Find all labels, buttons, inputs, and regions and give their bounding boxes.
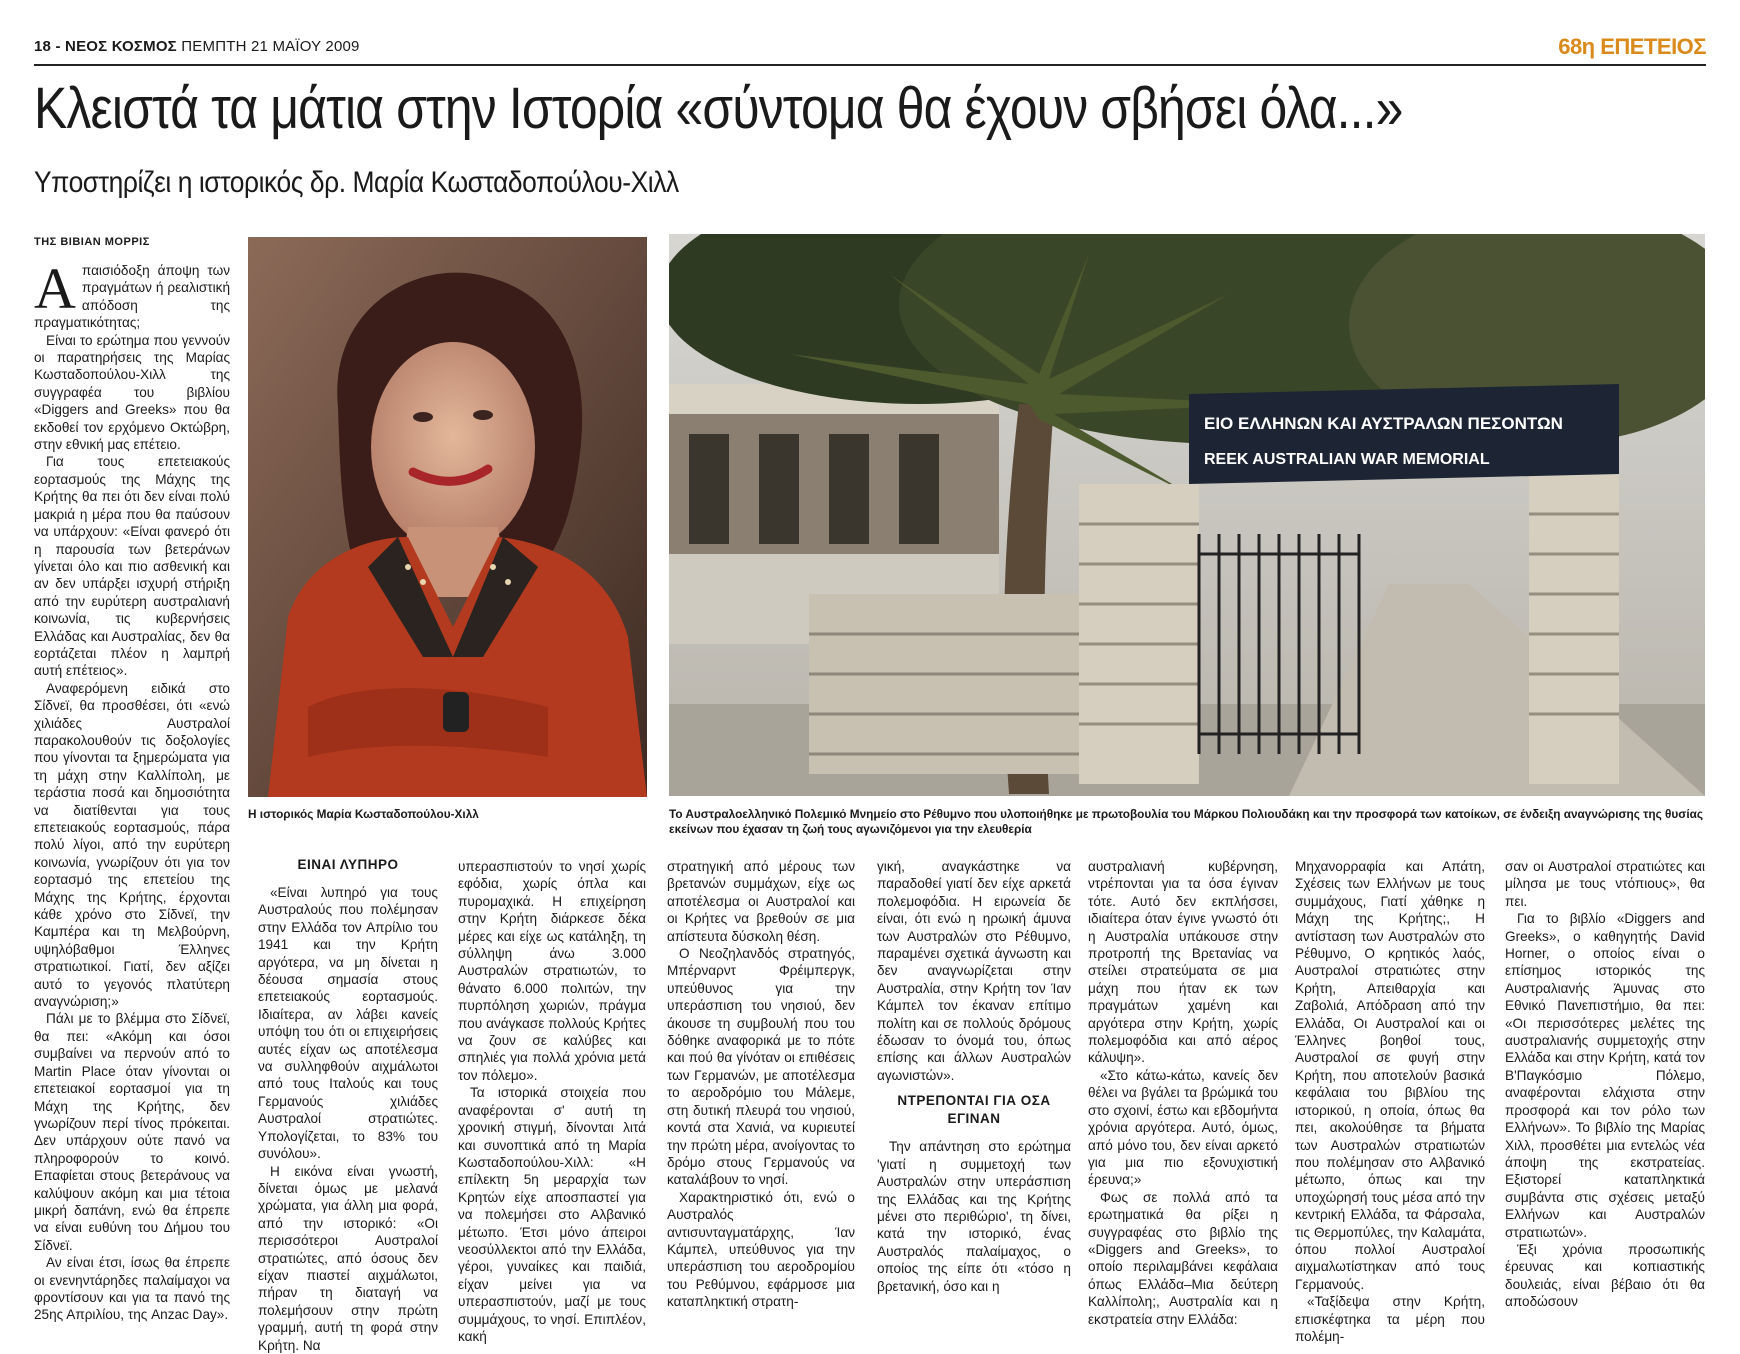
col2-para-1: «Είναι λυπηρό για τους Αυστραλούς που πολέμησαν στην Ελλάδα τον Απρίλιο του 1941 και την Κρήτη αργότερα, να μη δίνεται η δέουσα σημασία στους επετειακούς εορτασμούς. Ιδιαίτερα, αν λάβει κανείς υπόψη του ότι οι επιχειρήσεις αυτές είχαν ως αποτέλεσμα να συλληφθούν αιχμάλωτοι από τους Ιταλούς και τους Γερμανούς χιλιάδες Αυστραλοί στρατιώτες. Υπολογίζεται, το 83% του συνόλου». (258, 885, 438, 1162)
page-header (34, 34, 1706, 64)
col5-para-1: γική, αναγκάστηκε να παραδοθεί γιατί δεν είχε αρκετά πολεμοφόδια. Η ειρωνεία δε είναι, ότι ενώ η ηρωική άμυνα των Αυστραλών στο Ρέθυμνο, παραμένει σχετικά άγνωστη και δεν αναγνωρίζεται στην Αυστραλία, στην Κρήτη τον Ίαν Κάμπελ τον έκαναν επίτιμο πολίτη και σε πολλούς δρόμους έδωσαν το όνομά του, όπως επίσης και άλλων Αυστραλών αγωνιστών». (877, 859, 1071, 1083)
col6-para-1: αυστραλιανή κυβέρνηση, ντρέπονται για τα όσα έγιναν τότε. Αυτό δεν εκπλήσσει, ιδιαίτερα όταν έγινε γνωστό ότι η Αυστραλία υπάκουσε στην προτροπή της Βρετανίας να στείλει στρατεύματα σε μια μάχη που ήταν εκ των πραγμάτων χαμένη και αργότερα στην Κρήτη, χωρίς πολεμοφόδια και από αέρος κάλυψη». (1088, 859, 1278, 1066)
col5-para-2: Την απάντηση στο ερώτημα 'γιατί η συμμετοχή των Αυστραλών στην υπεράσπιση της Ελλάδας και της Κρήτης μένει στο περιθώριο', τη δίνει, κατά την ιστορικό, ένας Αυστραλός παλαίμαχος, ο οποίος της είπε ότι «τόσο η βρετανική, όσο και η (877, 1139, 1071, 1294)
portrait-illustration (248, 237, 647, 797)
page-number: 18 - (34, 38, 61, 55)
col1-para-3: Για τους επετειακούς εορτασμούς της Μάχης της Κρήτης θα πει ότι δεν είναι πολύ μακριά η μέρα που θα παύσουν να υπάρχουν: «Είναι φανερό ότι η παρουσία των βετεράνων γίνεται όλο και πιο ασθενική και αν δεν υπάρξει ισχυρή στήριξη από την ευρύτερη αυστραλιανή κοινωνία, τις κυβερνήσεις Ελλάδας και Αυστραλίας, δεν θα εορτάζεται πλέον η λαμπρή αυτή επέτειος». (34, 454, 230, 679)
portrait-photo (248, 237, 647, 797)
memorial-photo (669, 234, 1705, 796)
column-6 (1088, 858, 1278, 1328)
col1-para-2: Είναι το ερώτημα που γεννούν οι παρατηρήσεις της Μαρίας Κωσταδοπούλου-Χιλλ της συγγραφέα του βιβλίου «Diggers and Greeks» που θα εκδοθεί τον ερχόμενο Οκτώβρη, στην εθνική μας επέτειο. (34, 332, 230, 453)
col1-para-1: παισιόδοξη άποψη των πραγμάτων ή ρεαλιστική απόδοση της πραγματικότητας; (34, 263, 230, 331)
col6-para-2: «Στο κάτω-κάτω, κανείς δεν θέλει να βγάλει τα βρώμικά του στο σχοινί, έστω και εβδομήντα χρόνια αργότερα. Αυτό, όμως, από μόνο του, δεν είναι αρκετό για μια πιο εξονυχιστική έρευνα;» (1088, 1067, 1278, 1188)
col2-para-2: Η εικόνα είναι γνωστή, δίνεται όμως με μελανά χρώματα, για άλλη μια φορά, από την ιστορικό: «Οι περισσότεροι Αυστραλοί στρατιώτες, από όσους δεν είχαν πιαστεί αιχμάλωτοι, πήραν τη διαταγή να πολεμήσουν στην πρώτη γραμμή, αυτή τη φορά στην Κρήτη. Να (258, 1163, 438, 1353)
col3-para-1: υπερασπιστούν το νησί χωρίς εφόδια, χωρίς όπλα και πυρομαχικά. Η επιχείρηση στην Κρήτη διάρκεσε δέκα μέρες και είχε ως κατάληξη, τη σύλληψη άνω 3.000 Αυστραλών στρατιωτών, το θάνατο 6.000 πολιτών, την πυρπόληση χωριών, πράγμα που ανάγκασε πολλούς Κρήτες να ζουν σε καλύβες και σπηλιές για πολλά χρόνια μετά τον πόλεμο». (458, 859, 646, 1083)
col1-para-5: Πάλι με το βλέμμα στο Σίδνεϊ, θα πει: «Ακόμη και όσοι συμβαίνει να περνούν από το Martin Place όταν γίνονται οι επετειακοί εορτασμοί για τη Μάχη της Κρήτης, δεν γνωρίζουν περί τίνος πρόκειται. Δεν υπάρχουν ούτε πανό να πληροφορούν το κοινό. Επαφίεται στους βετεράνους να καλύψουν ακόμη και μια τέτοια μικρή δαπάνη, ενώ θα έπρεπε να είναι ευθύνη του Δήμου του Σίδνεϊ. (34, 1011, 230, 1253)
folio (34, 38, 360, 55)
col3-para-2: Τα ιστορικά στοιχεία που αναφέρονται σ' αυτή τη χρονική στιγμή, δίνονται λιτά και συνοπτικά από τη Μαρία Κωσταδοπούλου-Χιλλ: «Η επίλεκτη 5η μεραρχία των Κρητών είχε αποσπαστεί για να πολεμήσει στο Αλβανικό μέτωπο. Έτσι μόνο άπειροι νεοσύλλεκτοι από την Ελλάδα, γέροι, γυναίκες και παιδιά, είχαν μείνει για να υπερασπιστούν, μαζί με τους συμμάχους, το νησί. Επιπλέον, κακή (458, 1085, 646, 1344)
column-1 (34, 256, 230, 1324)
memorial-sign-english: REEK AUSTRALIAN WAR MEMORIAL (1204, 451, 1490, 468)
header-rule (34, 64, 1706, 66)
column-2 (258, 848, 438, 1354)
portrait-caption: Η ιστορικός Μαρία Κωσταδοπούλου-Χιλλ (248, 807, 479, 821)
col4-para-3: Χαρακτηριστικό ότι, ενώ ο Αυστραλός αντισυνταγματάρχης, Ίαν Κάμπελ, υπεύθυνος για την υπεράσπιση του αεροδρομίου του Ρεθύμνου, εφάρμοσε μια καταπληκτική στρατη- (667, 1189, 855, 1310)
column-3 (458, 858, 646, 1345)
memorial-illustration (669, 234, 1705, 796)
col7-para-2: «Ταξίδεψα στην Κρήτη, επισκέφτηκα τα μέρη που πολέμη- (1295, 1294, 1485, 1344)
col8-para-3: Έξι χρόνια προσωπικής έρευνας και κοπιαστικής δουλειάς, είναι βέβαιο ότι θα αποδώσουν (1505, 1241, 1705, 1310)
headline: Κλειστά τα μάτια στην Ιστορία «σύντομα θα έχουν σβήσει όλα...» (34, 76, 1403, 141)
col4-para-1: στρατηγική από μέρους των βρετανών συμμάχων, είχε ως αποτέλεσμα οι Αυστραλοί και οι Κρήτες να βρεθούν σε μια απίστευτα δύσκολη θέση. (667, 859, 855, 944)
col1-para-6: Αν είναι έτσι, ίσως θα έπρεπε οι ενενηντάρηδες παλαίμαχοι να φροντίσουν και για τα πανό της 25ης Απριλίου, της Anzac Day». (34, 1255, 230, 1323)
memorial-sign-greek: ΕΙΟ ΕΛΛΗΝΩΝ ΚΑΙ ΑΥΣΤΡΑΛΩΝ ΠΕΣΟΝΤΩΝ (1204, 414, 1563, 433)
paper-name: ΝΕΟΣ ΚΟΣΜΟΣ (65, 38, 177, 55)
subheadline: Υποστηρίζει η ιστορικός δρ. Μαρία Κωσταδοπούλου-Χιλλ (34, 166, 679, 199)
col7-para-1: Μηχανορραφία και Απάτη, Σχέσεις των Ελλήνων με τους συμμάχους, Γιατί χάθηκε η Μάχη της Κρήτης;, Η αντίσταση των Αυστραλών στο Ρέθυμνο, Ο κρητικός λαός, Αυστραλοί στρατιώτες στην Κρήτη, Απειθαρχία και Ζαβολιά, Απόδραση από την Ελλάδα, Οι Αυστραλοί και οι Έλληνες βοηθοί τους, Αυστραλοί σε φυγή στην Κρήτη, που αποτελούν βασικά κεφάλαια του βιβλίου της ιστορικού, η οποία, όπως θα πει, ακολούθησε τα βήματα των Αυστραλών στρατιωτών που πολέμησαν στο Αλβανικό μέτωπο, όπως και την υποχώρησή τους μέσα από την κεντρική Ελλάδα, τα Φάρσαλα, τις Θερμοπύλες, την Καλαμάτα, όπου πολλοί Αυστραλοί αιχμαλωτίστηκαν από τους Γερμανούς. (1295, 859, 1485, 1292)
crosshead-2: ΝΤΡΕΠΟΝΤΑΙ ΓΙΑ ΟΣΑ ΕΓΙΝΑΝ (897, 1093, 1051, 1127)
issue-date: ΠΕΜΠΤΗ 21 ΜΑΪΟΥ 2009 (181, 38, 360, 55)
byline: ΤΗΣ ΒΙΒΙΑΝ ΜΟΡΡΙΣ (34, 236, 150, 248)
col6-para-3: Φως σε πολλά από τα ερωτηματικά θα ρίξει η συγγραφέας στο βιβλίο της «Diggers and Greeks», το οποίο περιλαμβάνει κεφάλαια όπως Ελλάδα–Μια δεύτερη Καλλίπολη;, Αυστραλία και η εκστρατεία στην Ελλάδα: (1088, 1189, 1278, 1327)
memorial-caption: Το Αυστραλοελληνικό Πολεμικό Μνημείο στο Ρέθυμνο που υλοποιήθηκε με πρωτοβουλία του Μάρκου Πολιουδάκη και την προσφορά των κατοίκων, σε ένδειξη αναγνώρισης της θυσίας εκείνων που έχασαν τη ζωή τους αγωνιζόμενοι για την ελευθερία (669, 807, 1704, 836)
drop-cap: Α (34, 256, 76, 321)
section-tag: 68η ΕΠΕΤΕΙΟΣ (1558, 34, 1706, 59)
crosshead-1: ΕΙΝΑΙ ΛΥΠΗΡΟ (297, 857, 399, 872)
column-7 (1295, 858, 1485, 1345)
col8-para-1: σαν οι Αυστραλοί στρατιώτες και μίλησα με τους ντόπιους», θα πει. (1505, 859, 1705, 909)
column-5 (877, 858, 1071, 1295)
col4-para-2: Ο Νεοζηλανδός στρατηγός, Μπέρναρντ Φρέιμπεργκ, υπεύθυνος για την υπεράσπιση του νησιού, δεν άκουσε τη συμβουλή που του δόθηκε αναφορικά με το πότε και πού θα γίνόταν οι επιθέσεις των Γερμανών, με αποτέλεσμα το αεροδρόμιο του Μάλεμε, στη δυτική πλευρά του νησιού, κοντά στα Χανιά, να κυριευτεί την πρώτη μέρα, ανοίγοντας το δρόμο στους Γερμανούς να καταλάβουν το νησί. (667, 946, 855, 1188)
col8-para-2: Για το βιβλίο «Diggers and Greeks», ο καθηγητής David Horner, ο οποίος είναι ο επίσημος ιστορικός της Αυστραλιανής Άμυνας στο Εθνικό Πανεπιστήμιο, θα πει: «Οι περισσότερες μελέτες της αυστραλιανής συμμετοχής στην Ελλάδα και στην Κρήτη, κατά τον Β'Παγκόσμιο Πόλεμο, αναφέρονται ελάχιστα στην προσφορά και τον ρόλο των Ελλήνων». Το βιβλίο της Μαρίας Χιλλ, προσθέτει μια εντελώς νέα άποψη της εκστρατείας. Εξιστορεί καταπληκτικά συμβάντα στις σχέσεις μεταξύ Ελλήνων και Αυστραλών στρατιωτών». (1505, 911, 1705, 1240)
column-8 (1505, 858, 1705, 1311)
column-4 (667, 858, 855, 1311)
col1-para-4: Αναφερόμενη ειδικά στο Σίδνεϊ, θα προσθέσει, ότι «ενώ χιλιάδες Αυστραλοί παρακολουθούν τις δοξολογίες που γίνονται τα ξημερώματα για τη μάχη στην Καλλίπολη, με τεράστια ποσά και δημοσιότητα να διατίθενται για τους επετειακούς εορτασμούς, πάρα πολύ λίγοι, από την ευρύτερη κοινωνία, γνωρίζουν ότι για τον εορτασμό της επετείου της Μάχης της Κρήτης, έρχονται κάθε χρόνο στο Σίδνεϊ, την Καμπέρα και τη Μελβούρνη, υψηλόβαθμοι Έλληνες στρατιωτικοί. Γιατί, δεν αξίζει αυτό το γεγονός πλατύτερη αναγνώριση;» (34, 680, 230, 1010)
